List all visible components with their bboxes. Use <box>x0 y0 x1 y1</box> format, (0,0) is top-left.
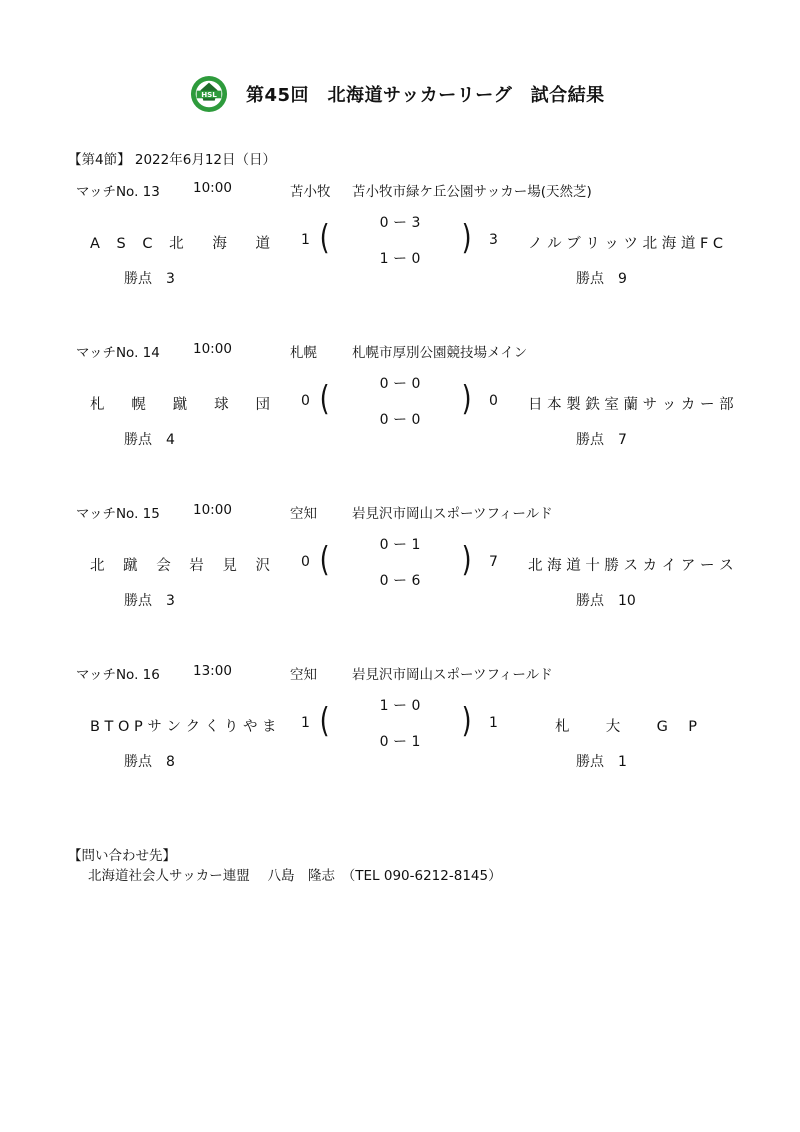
right-bracket: ) <box>461 379 472 419</box>
match-header <box>0 502 800 522</box>
away-team: 北 海 道 十 勝 ス カ イ ア ー ス <box>528 558 734 574</box>
match-block <box>0 180 800 310</box>
match-block <box>0 663 800 793</box>
away-total-score: 1 <box>489 715 498 731</box>
away-points: 勝点 9 <box>576 271 627 287</box>
page-title: 第45回 北海道サッカーリーグ 試合結果 <box>246 85 605 106</box>
match-number: マッチNo. 16 <box>76 667 160 683</box>
right-bracket: ) <box>461 701 472 741</box>
away-points: 勝点 1 <box>576 754 627 770</box>
match-number: マッチNo. 13 <box>76 184 160 200</box>
hsl-logo <box>190 75 228 113</box>
away-total-score: 7 <box>489 554 498 570</box>
home-total-score: 1 <box>301 232 310 248</box>
away-points: 勝点 7 <box>576 432 627 448</box>
away-team: 日 本 製 鉄 室 蘭 サ ッ カ ー 部 <box>528 397 734 413</box>
match-region: 空知 <box>290 667 317 683</box>
kickoff-time: 10:00 <box>193 180 232 196</box>
match-block <box>0 502 800 632</box>
first-half-score: 0 ー 1 <box>379 537 421 553</box>
match-venue: 苫小牧市緑ケ丘公園サッカー場(天然芝) <box>352 184 592 200</box>
first-half-score: 1 ー 0 <box>379 698 421 714</box>
match-venue: 岩見沢市岡山スポーツフィールド <box>352 667 553 683</box>
match-header <box>0 180 800 200</box>
round-date: 【第4節】 2022年6月12日（日） <box>68 152 277 168</box>
match-number: マッチNo. 15 <box>76 506 160 522</box>
home-team: B T O P サ ン ク く り や ま <box>90 719 277 735</box>
home-total-score: 0 <box>301 393 310 409</box>
left-bracket: ( <box>319 701 330 741</box>
home-total-score: 1 <box>301 715 310 731</box>
first-half-score: 0 ー 0 <box>379 376 421 392</box>
home-points: 勝点 3 <box>124 271 175 287</box>
match-header <box>0 663 800 683</box>
match-number: マッチNo. 14 <box>76 345 160 361</box>
match-block <box>0 341 800 471</box>
logo-text: HSL <box>201 89 217 99</box>
left-bracket: ( <box>319 218 330 258</box>
away-team: ノ ル ブ リ ッ ツ 北 海 道 F C <box>528 236 724 252</box>
first-half-score: 0 ー 3 <box>379 215 421 231</box>
match-region: 苫小牧 <box>290 184 331 200</box>
match-venue: 札幌市厚別公園競技場メイン <box>352 345 528 361</box>
contact-section <box>68 846 502 886</box>
page-header <box>190 74 605 114</box>
home-points: 勝点 4 <box>124 432 175 448</box>
second-half-score: 0 ー 0 <box>379 412 421 428</box>
match-region: 札幌 <box>290 345 317 361</box>
home-team: 札 幌 蹴 球 団 <box>90 397 270 413</box>
right-bracket: ) <box>461 540 472 580</box>
contact-info: 北海道社会人サッカー連盟 八島 隆志 （TEL 090-6212-8145） <box>88 868 502 884</box>
home-points: 勝点 3 <box>124 593 175 609</box>
right-bracket: ) <box>461 218 472 258</box>
kickoff-time: 13:00 <box>193 663 232 679</box>
left-bracket: ( <box>319 379 330 419</box>
second-half-score: 0 ー 6 <box>379 573 421 589</box>
away-points: 勝点 10 <box>576 593 636 609</box>
kickoff-time: 10:00 <box>193 502 232 518</box>
home-total-score: 0 <box>301 554 310 570</box>
home-team: 北 蹴 会 岩 見 沢 <box>90 558 270 574</box>
second-half-score: 0 ー 1 <box>379 734 421 750</box>
home-team: A S C 北 海 道 <box>90 236 270 252</box>
match-header <box>0 341 800 361</box>
away-team: 札 大 G P <box>555 719 697 735</box>
left-bracket: ( <box>319 540 330 580</box>
away-total-score: 0 <box>489 393 498 409</box>
contact-heading: 【問い合わせ先】 <box>68 848 176 864</box>
match-venue: 岩見沢市岡山スポーツフィールド <box>352 506 553 522</box>
home-points: 勝点 8 <box>124 754 175 770</box>
away-total-score: 3 <box>489 232 498 248</box>
kickoff-time: 10:00 <box>193 341 232 357</box>
second-half-score: 1 ー 0 <box>379 251 421 267</box>
match-region: 空知 <box>290 506 317 522</box>
